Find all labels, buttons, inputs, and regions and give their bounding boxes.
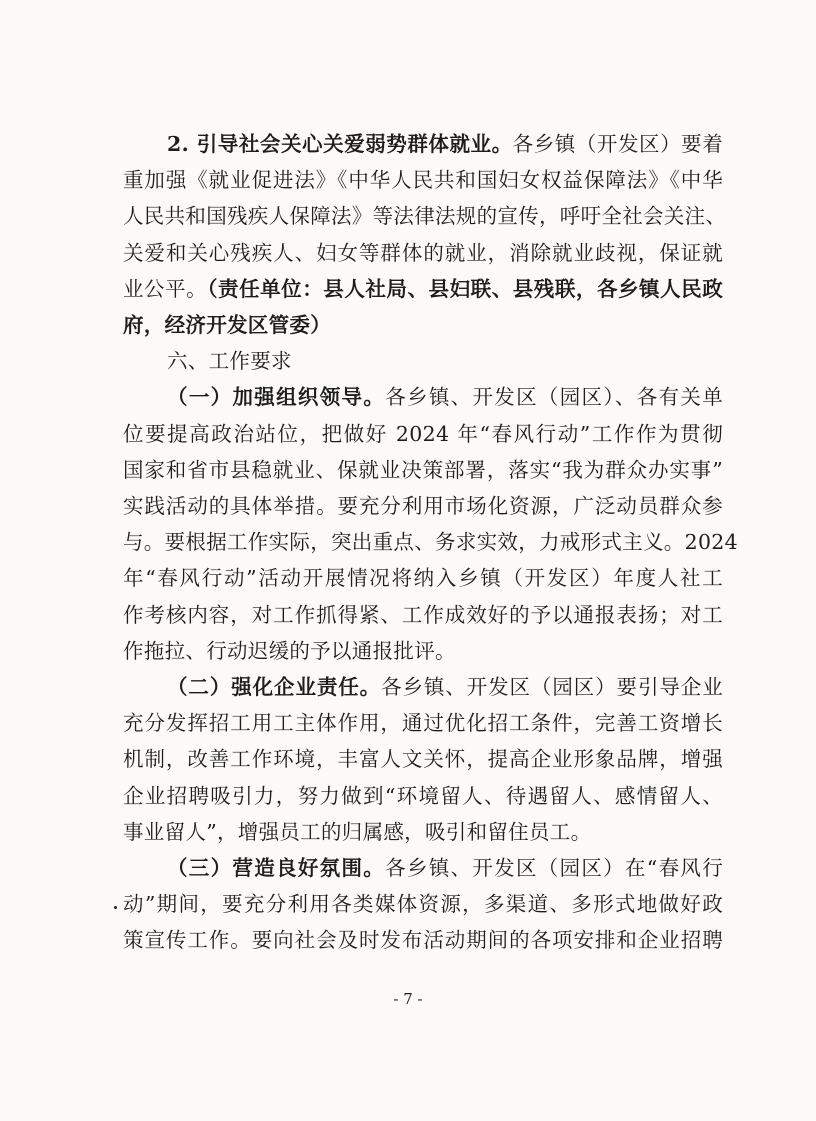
scan-speck — [114, 906, 117, 909]
paragraph-lead: 2. 引导社会关心关爱弱势群体就业。 — [167, 132, 513, 156]
text-line: 国家和省市县稳就业、保就业决策部署，落实“我为群众办实事” — [123, 457, 723, 482]
text-line: 2. 引导社会关心关爱弱势群体就业。各乡镇（开发区）要着 — [167, 132, 724, 156]
paragraph-enterprise-responsibility — [123, 669, 723, 850]
paragraph-atmosphere — [123, 850, 723, 959]
text-line: 实践活动的具体举措。要充分利用市场化资源，广泛动员群众参 — [123, 494, 723, 519]
text-line: 年“春风行动”活动开展情况将纳入乡镇（开发区）年度人社工 — [123, 566, 723, 591]
text-line: 作拖拉、行动迟缓的予以通报批评。 — [123, 638, 456, 663]
text-line: 与。要根据工作实际，突出重点、务求实效，力戒形式主义。2024 — [123, 530, 738, 555]
text-line: 机制，改善工作环境，丰富人文关怀，提高企业形象品牌，增强 — [123, 747, 723, 772]
paragraph-lead: （三）营造良好氛围。 — [167, 856, 386, 881]
text-line: 位要提高政治站位，把做好 2024 年“春风行动”工作作为贯彻 — [123, 421, 723, 446]
text-line: 业公平。（责任单位：县人社局、县妇联、县残联，各乡镇人民政 — [123, 276, 724, 301]
paragraph-guide-social-care — [123, 126, 727, 343]
text-line: 动”期间，要充分利用各类媒体资源，多渠道、多形式地做好政 — [123, 892, 723, 917]
paragraph-lead: （二）强化企业责任。 — [167, 675, 382, 700]
text-line: 充分发挥招工用工主体作用，通过优化招工条件，完善工资增长 — [123, 711, 723, 736]
paragraph-organization-leadership — [123, 379, 738, 669]
text-line: 重加强《就业促进法》《中华人民共和国妇女权益保障法》《中华 — [123, 168, 723, 193]
page-number: - 7 - — [393, 990, 423, 1008]
text-line: （一）加强组织领导。各乡镇、开发区（园区）、各有关单 — [167, 385, 723, 410]
paragraph-lead: （一）加强组织领导。 — [167, 385, 386, 410]
text-line: 人民共和国残疾人保障法》等法律法规的宣传，呼吁全社会关注、 — [123, 204, 727, 229]
text-line: 事业留人”，增强员工的归属感，吸引和留住员工。 — [123, 819, 592, 844]
document-body — [123, 126, 738, 959]
responsible-units: （责任单位：县人社局、县妇联、县残联，各乡镇人民政 — [207, 276, 724, 301]
text-line: （二）强化企业责任。各乡镇、开发区（园区）要引导企业 — [167, 675, 723, 700]
text-line: （三）营造良好氛围。各乡镇、开发区（园区）在“春风行 — [167, 856, 724, 881]
responsible-units-end: 府，经济开发区管委） — [123, 313, 331, 338]
text-line: 作考核内容，对工作抓得紧、工作成效好的予以通报表扬；对工 — [123, 602, 723, 627]
text-line: 关爱和关心残疾人、妇女等群体的就业，消除就业歧视，保证就 — [123, 240, 723, 265]
section-heading: 六、工作要求 — [167, 349, 292, 374]
text-line: 策宣传工作。要向社会及时发布活动期间的各项安排和企业招聘 — [123, 928, 723, 953]
text-line: 企业招聘吸引力，努力做到“环境留人、待遇留人、感情留人、 — [123, 783, 723, 808]
